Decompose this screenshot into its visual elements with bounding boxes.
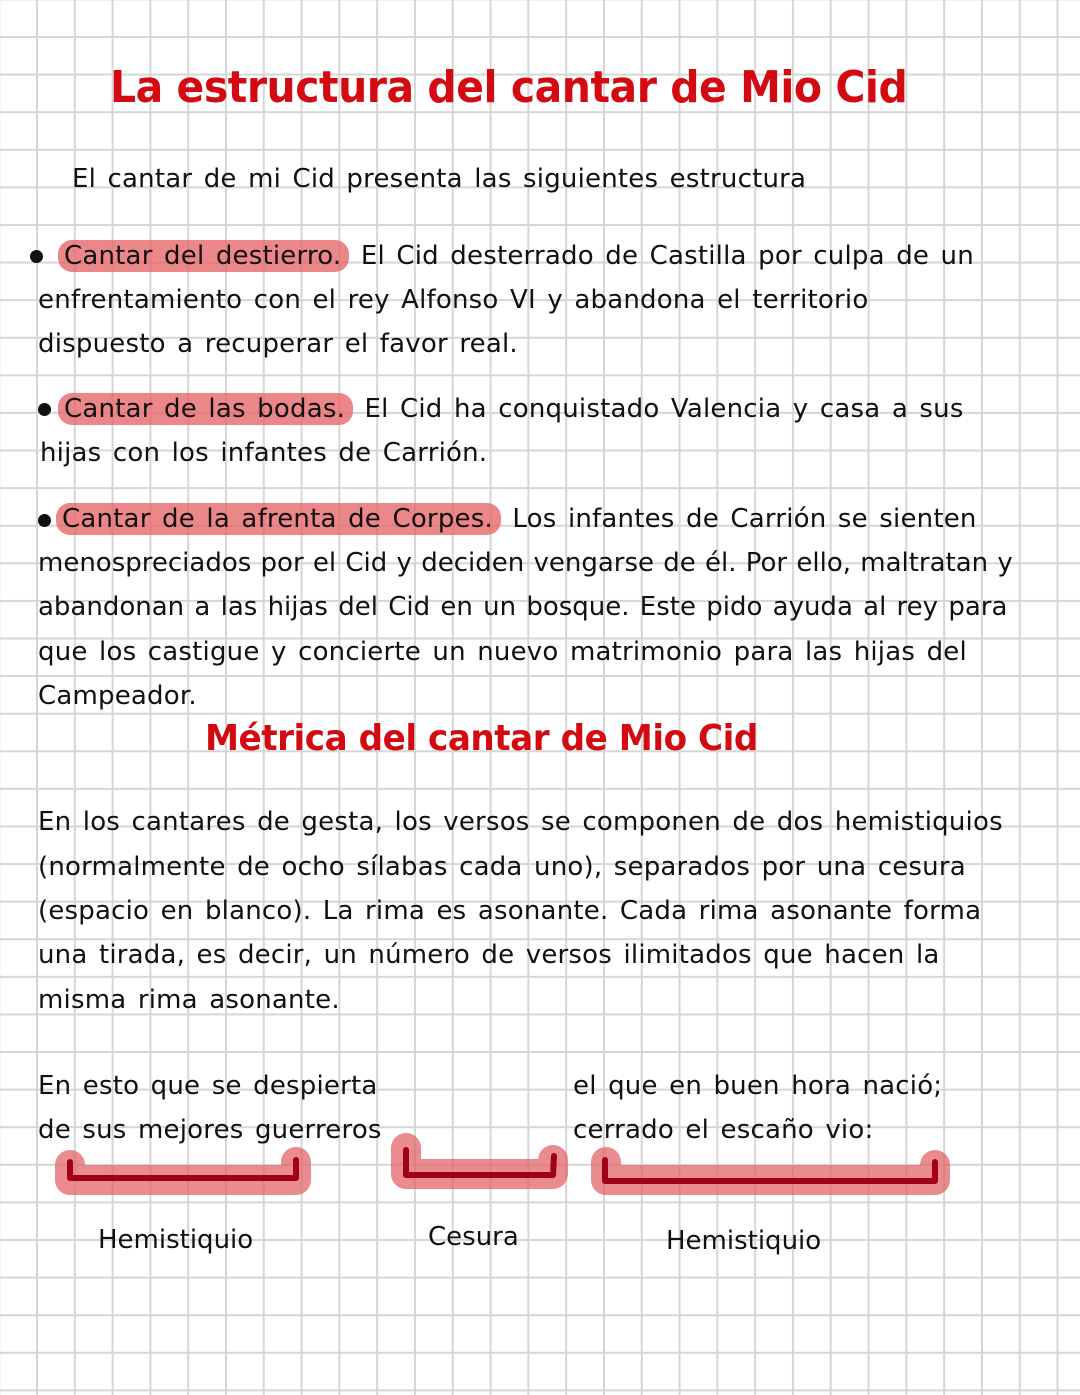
highlight-cantar-corpes: Cantar de la afrenta de Corpes. (56, 503, 501, 535)
section-text: Los infantes de Carrión se sienten (500, 504, 977, 534)
section-destierro-line-2: enfrentamiento con el rey Alfonso VI y abandona el territorio (38, 285, 869, 315)
section-corpes-line-3: abandonan a las hijas del Cid en un bosque. Este pido ayuda al rey para (38, 592, 1008, 622)
metrica-paragraph-line-5: misma rima asonante. (38, 985, 340, 1015)
page-title: La estructura del cantar de Mio Cid (110, 62, 908, 113)
section-corpes-line-5: Campeador. (38, 681, 197, 711)
section-bodas-line-2: hijas con los infantes de Carrión. (40, 438, 488, 468)
verse-right-line-2: cerrado el escaño vio: (573, 1115, 874, 1145)
intro-text: El cantar de mi Cid presenta las siguientes estructura (72, 164, 807, 194)
label-hemistiquio-left: Hemistiquio (98, 1225, 254, 1255)
metrica-title: Métrica del cantar de Mio Cid (205, 718, 758, 759)
verse-left-line-1: En esto que se despierta (38, 1071, 378, 1101)
highlight-cantar-bodas: Cantar de las bodas. (58, 393, 353, 425)
bracket-cesura (406, 1148, 554, 1175)
section-destierro-line-3: dispuesto a recuperar el favor real. (38, 329, 518, 359)
section-corpes-line-4: que los castigue y concierte un nuevo matrimonio para las hijas del (38, 637, 967, 667)
metrica-paragraph-line-4: una tirada, es decir, un número de versos ilimitados que hacen la (38, 940, 940, 970)
bracket-hemistiquio-left (70, 1160, 296, 1180)
metrica-paragraph-line-2: (normalmente de ocho sílabas cada uno), separados por una cesura (38, 852, 966, 882)
metrica-paragraph-line-3: (espacio en blanco). La rima es asonante. Cada rima asonante forma (38, 896, 982, 926)
label-hemistiquio-right: Hemistiquio (666, 1226, 822, 1256)
verse-right-line-1: el que en buen hora nació; (573, 1071, 943, 1101)
section-corpes-line-2: menospreciados por el Cid y deciden vengarse de él. Por ello, maltratan y (38, 548, 1013, 578)
bracket-hemistiquio-right (605, 1160, 935, 1181)
metrica-paragraph-line-1: En los cantares de gesta, los versos se componen de dos hemistiquios (38, 807, 1003, 837)
verse-left-line-2: de sus mejores guerreros (38, 1115, 382, 1145)
highlight-cantar-destierro: Cantar del destierro. (58, 240, 349, 272)
section-text: El Cid ha conquistado Valencia y casa a sus (353, 394, 964, 424)
label-cesura: Cesura (428, 1222, 519, 1252)
section-text: El Cid desterrado de Castilla por culpa de un (349, 241, 974, 271)
